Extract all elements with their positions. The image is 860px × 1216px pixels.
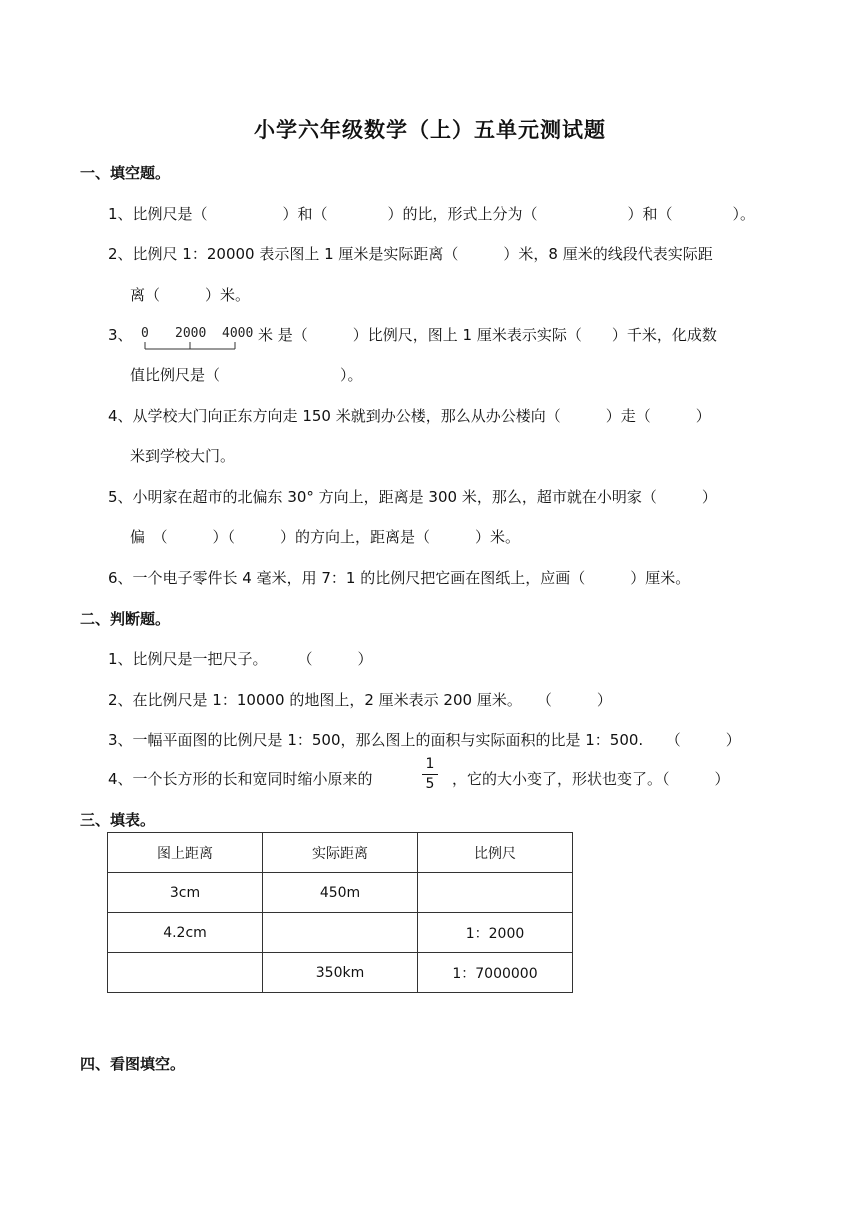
section-4-heading: 四、看图填空。 bbox=[80, 1055, 186, 1073]
fill-question-3-line-2: 值比例尺是（ ）。 bbox=[130, 366, 363, 384]
table-cell bbox=[108, 953, 263, 993]
header-actual-distance: 实际距离 bbox=[263, 833, 418, 873]
table-row bbox=[108, 953, 573, 993]
judge-question-3: 3、一幅平面图的比例尺是 1：500，那么图上的面积与实际面积的比是 1：500. （ ） bbox=[108, 731, 741, 749]
judge-question-1: 1、比例尺是一把尺子。 （ ） bbox=[108, 650, 373, 668]
table-cell: 1：7000000 bbox=[418, 953, 573, 993]
fill-question-5-line-2: 偏 （ ）（ ）的方向上，距离是（ ）米。 bbox=[130, 528, 521, 546]
table-cell bbox=[263, 913, 418, 953]
section-3-heading: 三、填表。 bbox=[80, 811, 156, 829]
judge-question-4-start: 4、一个长方形的长和宽同时缩小原来的 bbox=[108, 770, 373, 788]
scale-bar bbox=[138, 340, 242, 352]
fill-question-2-line-1: 2、比例尺 1：20000 表示图上 1 厘米是实际距离（ ）米，8 厘米的线段代表实际距 bbox=[108, 245, 713, 263]
section-1-heading: 一、填空题。 bbox=[80, 164, 171, 182]
fill-question-4-line-2: 米到学校大门。 bbox=[130, 447, 236, 465]
table-cell: 4.2cm bbox=[108, 913, 263, 953]
table-cell: 450m bbox=[263, 873, 418, 913]
line-scale bbox=[138, 322, 260, 352]
page-title: 小学六年级数学（上）五单元测试题 bbox=[254, 118, 606, 142]
fill-question-3-prefix: 3、 bbox=[108, 326, 133, 344]
table-cell: 3cm bbox=[108, 873, 263, 913]
fraction-numerator: 1 bbox=[425, 756, 435, 772]
header-scale: 比例尺 bbox=[418, 833, 573, 873]
judge-question-4-end: ，它的大小变了，形状也变了。（ ） bbox=[452, 770, 730, 788]
fill-question-2-line-2: 离（ ）米。 bbox=[130, 286, 251, 304]
table-cell: 1：2000 bbox=[418, 913, 573, 953]
fraction-one-fifth bbox=[420, 756, 440, 793]
fill-question-5-line-1: 5、小明家在超市的北偏东 30° 方向上，距离是 300 米，那么，超市就在小明家（ ） bbox=[108, 488, 717, 506]
table-cell bbox=[418, 873, 573, 913]
judge-question-2: 2、在比例尺是 1：10000 的地图上，2 厘米表示 200 厘米。 （ ） bbox=[108, 691, 612, 709]
section-2-heading: 二、判断题。 bbox=[80, 610, 171, 628]
fraction-denominator: 5 bbox=[425, 776, 435, 792]
fill-question-3-rest: 米 是（ ）比例尺，图上 1 厘米表示实际（ ）千米，化成数 bbox=[258, 326, 717, 344]
table-row bbox=[108, 873, 573, 913]
fill-question-1: 1、比例尺是（ ）和（ ）的比，形式上分为（ ）和（ ）。 bbox=[108, 205, 756, 223]
header-map-distance: 图上距离 bbox=[108, 833, 263, 873]
table-header-row bbox=[108, 833, 573, 873]
table-cell: 350km bbox=[263, 953, 418, 993]
scale-label-2000: 2000 bbox=[175, 326, 207, 341]
fill-table bbox=[107, 832, 573, 993]
scale-label-0: 0 bbox=[141, 326, 149, 341]
fill-question-6: 6、一个电子零件长 4 毫米，用 7：1 的比例尺把它画在图纸上，应画（ ）厘米。 bbox=[108, 569, 691, 587]
fill-question-4-line-1: 4、从学校大门向正东方向走 150 米就到办公楼，那么从办公楼向（ ）走（ ） bbox=[108, 407, 711, 425]
scale-label-4000: 4000 bbox=[222, 326, 254, 341]
table-row bbox=[108, 913, 573, 953]
